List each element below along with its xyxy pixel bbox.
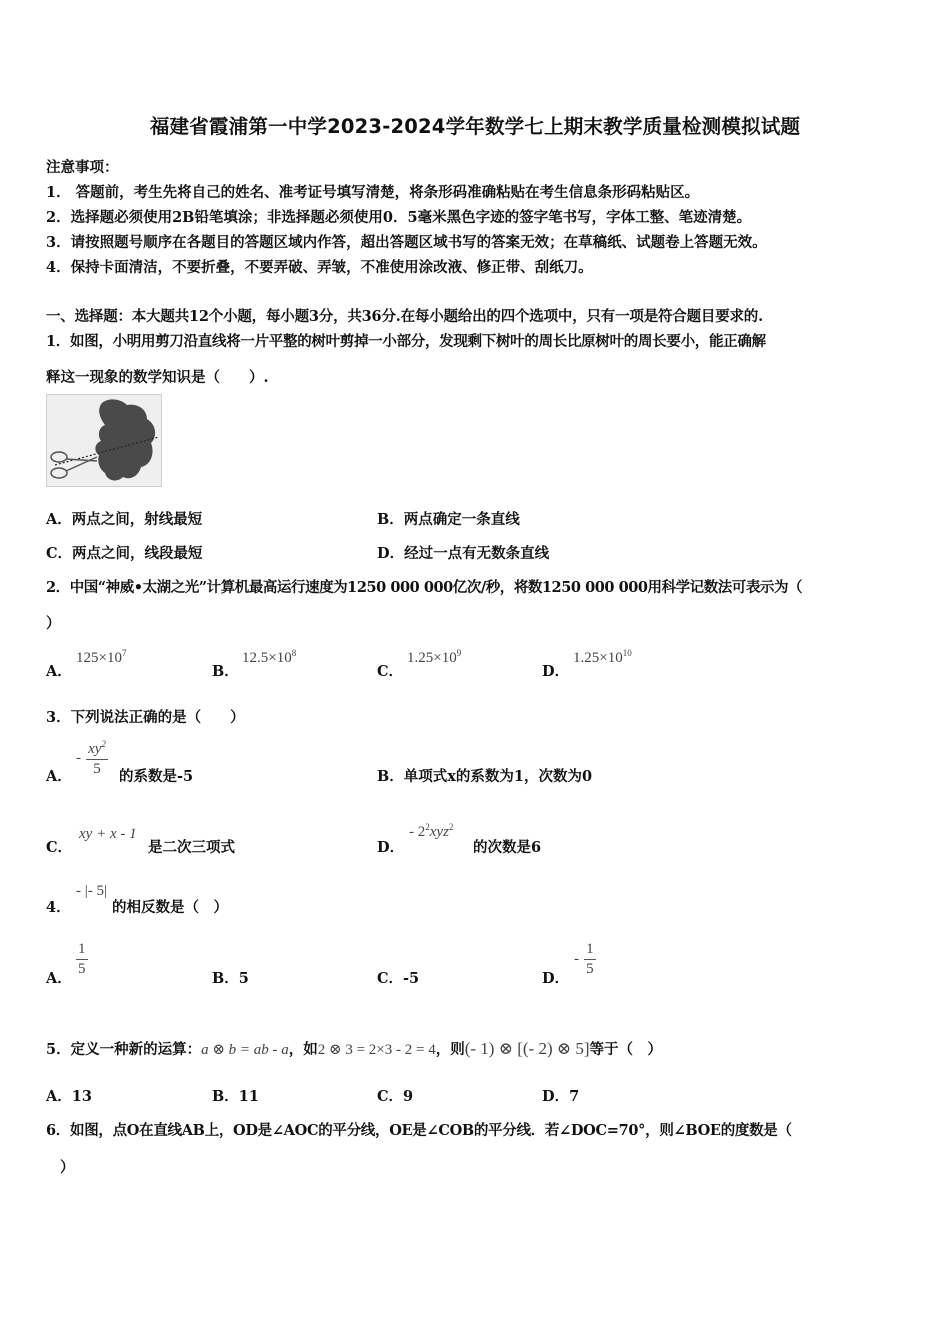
q5-option-a: A．13	[46, 1088, 92, 1105]
q3-option-a-text: 的系数是-5	[119, 768, 194, 785]
q2-stem-line2: ）	[46, 615, 61, 632]
q5-option-d: D．7	[542, 1088, 580, 1105]
q1-option-b: B．两点确定一条直线	[377, 511, 520, 528]
q2-option-c-math: $1.25\times 10^9$	[407, 648, 462, 666]
q3-option-c-text: 是二次三项式	[148, 839, 235, 856]
page-title: 福建省霞浦第一中学2023-2024学年数学七上期末教学质量检测模拟试题	[149, 115, 801, 138]
q4-option-d-expr: - $\frac{1}{5}$	[574, 941, 594, 977]
q3-option-c-label: C．	[46, 839, 73, 856]
q2-option-a-label: A．	[46, 663, 72, 680]
q3-option-a-fraction: $\frac{xy^2}{5}$	[88, 739, 106, 777]
notice-item-4: 4．保持卡面清洁，不要折叠，不要弄破、弄皱，不准使用涂改液、修正带、刮纸刀。	[46, 259, 593, 276]
q2-option-c-label: C．	[377, 663, 404, 680]
q6-stem-line2: ）	[60, 1159, 75, 1176]
q3-option-b: B．单项式x的系数为1，次数为0	[377, 768, 593, 785]
section-heading: 一、选择题：本大题共12个小题，每小题3分，共36分.在每小题给出的四个选项中，只有一项是符合题目要求的.	[46, 308, 763, 325]
q4-option-a-expr: $\frac{1}{5}$	[78, 941, 86, 977]
q1-option-a: A．两点之间，射线最短	[46, 511, 203, 528]
q5-option-c: C．9	[377, 1088, 414, 1105]
q3-option-d-label: D．	[377, 839, 405, 856]
q4-math: - |- 5|	[76, 883, 107, 899]
q4-option-d-label: D．	[542, 970, 570, 987]
q4-text: 的相反数是（ ）	[112, 899, 228, 916]
q2-option-b-label: B．	[212, 663, 239, 680]
notice-heading: 注意事项：	[46, 159, 119, 176]
q1-option-d: D．经过一点有无数条直线	[377, 545, 550, 562]
q6-stem-line1: 6．如图，点O在直线AB上，OD是∠AOC的平分线，OE是∠COB的平分线．若∠DOC=70°，则∠BOE的度数是（	[46, 1122, 792, 1139]
q4-option-c: C．-5	[377, 970, 420, 987]
notice-item-3: 3．请按照题号顺序在各题目的答题区域内作答，超出答题区域书写的答案无效；在草稿纸、试题卷上答题无效。	[46, 234, 767, 251]
notice-item-2: 2．选择题必须使用2B铅笔填涂；非选择题必须使用0．5毫米黑色字迹的签字笔书写，字体工整、笔迹清楚。	[46, 209, 752, 226]
q3-option-c-math: xy + x - 1	[79, 826, 137, 842]
q1-stem-line1: 1．如图，小明用剪刀沿直线将一片平整的树叶剪掉一小部分，发现剩下树叶的周长比原树叶的周长要小，能正确解	[46, 333, 766, 350]
q4-option-b: B．5	[212, 970, 249, 987]
q2-option-a-math: $125\times 10^7$	[76, 648, 127, 666]
q5-stem: 5．定义一种新的运算：a ⊗ b = ab - a，如2 ⊗ 3 = 2×3 - 2 = 4，则(- 1) ⊗ [(- 2) ⊗ 5]等于（ ）	[46, 1039, 663, 1058]
q3-option-d-math: - $2^2xyz^2$	[409, 822, 454, 840]
q1-option-c: C．两点之间，线段最短	[46, 545, 203, 562]
q3-option-a-expr: - $\frac{xy^2}{5}$	[76, 739, 106, 777]
q3-option-d-text: 的次数是6	[473, 839, 542, 856]
q2-stem-line1: 2．中国“神威•太湖之光”计算机最高运行速度为1250 000 000亿次/秒，将数1250 000 000用科学记数法可表示为（	[46, 579, 803, 596]
q3-stem: 3．下列说法正确的是（ ）	[46, 709, 245, 726]
q3-option-a-label: A．	[46, 768, 72, 785]
q2-option-b-math: $12.5\times 10^8$	[242, 648, 297, 666]
q2-option-d-math: $1.25\times 10^{10}$	[573, 648, 632, 666]
notice-item-1: 1． 答题前，考生先将自己的姓名、准考证号填写清楚，将条形码准确粘贴在考生信息条形码粘贴区。	[46, 184, 700, 201]
q4-option-a-label: A．	[46, 970, 72, 987]
q5-option-b: B．11	[212, 1088, 259, 1105]
q2-option-d-label: D．	[542, 663, 570, 680]
q1-stem-line2: 释这一现象的数学知识是（ ）.	[46, 369, 269, 386]
leaf-scissors-figure	[46, 394, 162, 487]
q4-label: 4．	[46, 899, 71, 916]
